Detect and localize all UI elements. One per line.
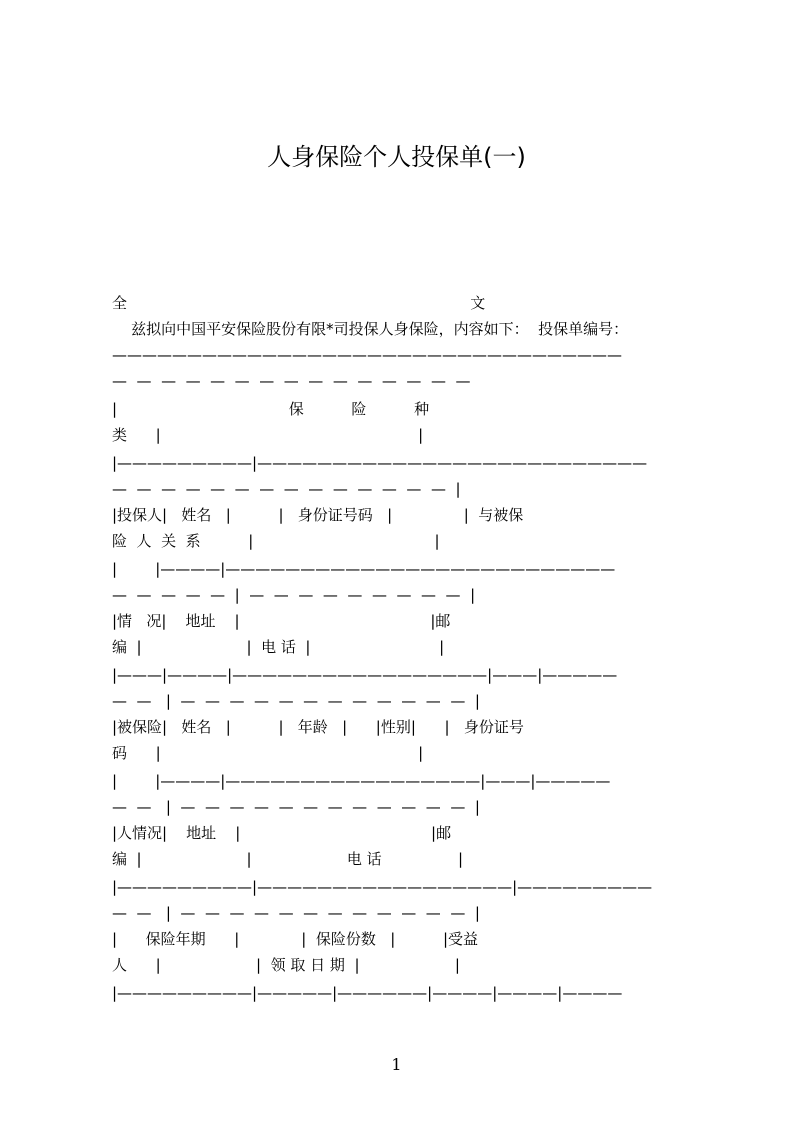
form-line-text: 险 人 关 系 | | [112, 532, 440, 550]
form-line [112, 952, 700, 978]
form-line-text: |人情况| 地址 | |邮 [112, 824, 452, 842]
form-line [112, 368, 700, 394]
form-line [112, 874, 700, 900]
form-line [112, 422, 700, 448]
form-line [112, 582, 700, 608]
form-line [112, 396, 700, 422]
form-line [112, 528, 700, 554]
form-line [112, 608, 700, 634]
form-line [112, 290, 700, 316]
form-line [112, 820, 700, 846]
document-title: 人身保险个人投保单(一) [267, 143, 526, 171]
form-line [112, 688, 700, 714]
form-line-text: 兹拟向中国平安保险股份有限*司投保人身保险，内容如下： 投保单编号： [112, 320, 629, 338]
form-line-text: |被保险| 姓名 | | 年龄 | |性别| | 身份证号 [112, 718, 524, 736]
form-line-text: |投保人| 姓名 | | 身份证号码 | | 与被保 [112, 506, 524, 524]
form-line [112, 476, 700, 502]
form-line [112, 662, 700, 688]
form-line [112, 316, 700, 342]
form-line-text: 人 | | 领 取 日 期 | | [112, 956, 460, 974]
form-line [112, 980, 700, 1006]
form-line-text: —————————————————————————————————— [112, 346, 622, 364]
form-line-text: — — | — — — — — — — — — — — — | [112, 798, 480, 816]
form-line-text: |—————————|—————————————————————————— [112, 454, 648, 472]
form-line [112, 556, 700, 582]
form-line-text: |情 况| 地址 | |邮 [112, 612, 451, 630]
form-line [112, 450, 700, 476]
form-line-text: |—————————|—————|——————|————|————|———— [112, 984, 623, 1002]
form-line-text: | |————|—————————————————|———|————— [112, 772, 611, 790]
form-line-text: — — | — — — — — — — — — — — — | [112, 904, 480, 922]
form-line [112, 714, 700, 740]
form-line-text: — — — — — | — — — — — — — — — | [112, 586, 476, 604]
form-line-text: |———|————|—————————————————|———|————— [112, 666, 618, 684]
form-line-text: |—————————|—————————————————|————————— [112, 878, 653, 896]
form-line-text: | 保 险 种 [112, 400, 430, 418]
form-line-text: 全 文 [112, 294, 486, 312]
form-line [112, 926, 700, 952]
form-line [112, 900, 700, 926]
form-line-text: — — — — — — — — — — — — — — | [112, 480, 461, 498]
form-line [112, 342, 700, 368]
form-line-text: | 保险年期 | | 保险份数 | |受益 [112, 930, 478, 948]
form-line [112, 768, 700, 794]
form-line-text: — — | — — — — — — — — — — — — | [112, 692, 480, 710]
form-line-text: — — — — — — — — — — — — — — — [112, 372, 471, 390]
form-line [112, 740, 700, 766]
page-number: 1 [391, 1055, 402, 1074]
form-line [112, 502, 700, 528]
form-line-text: 编 | | 电 话 | | [112, 638, 445, 656]
form-line [112, 794, 700, 820]
form-line [112, 634, 700, 660]
form-line-text: | |————|—————————————————————————— [112, 560, 616, 578]
form-line-text: 码 | | [112, 744, 424, 762]
form-line-text: 类 | | [112, 426, 424, 444]
form-line [112, 846, 700, 872]
form-line-text: 编 | | 电 话 | [112, 850, 464, 868]
